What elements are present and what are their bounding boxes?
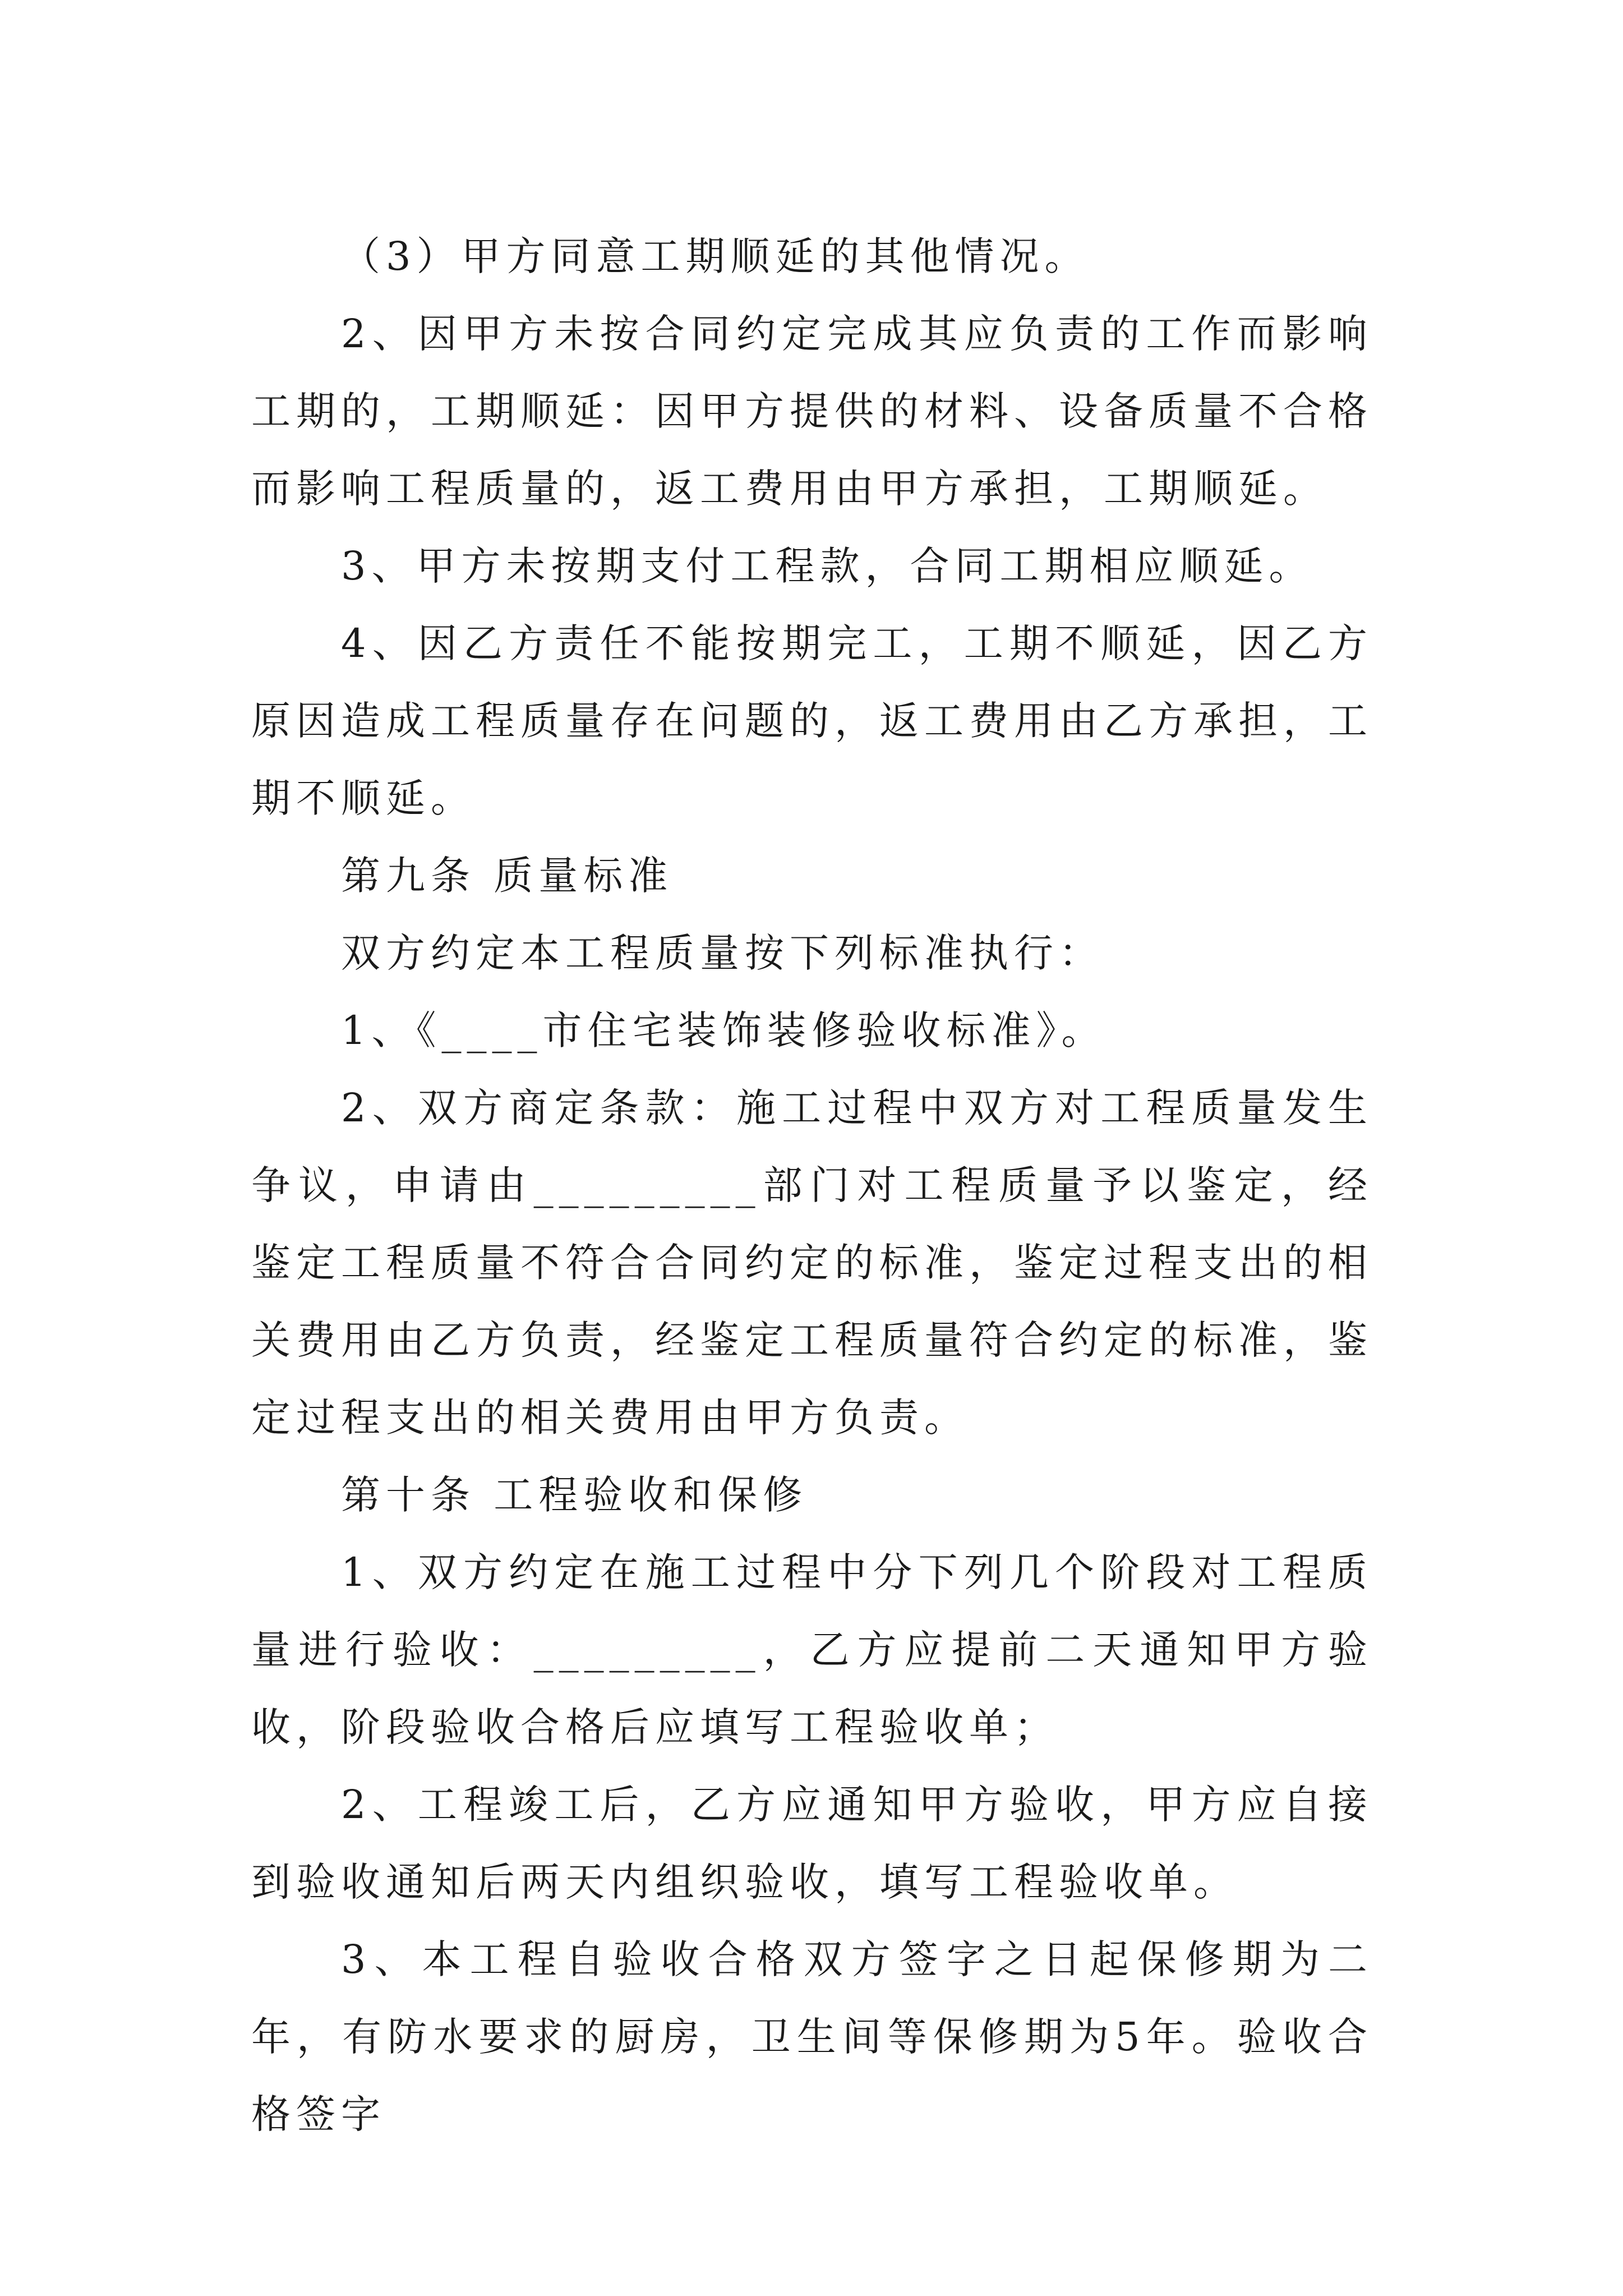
paragraph-acceptance-3-warranty: 3、本工程自验收合格双方签字之日起保修期为二年，有防水要求的厨房，卫生间等保修期为5年。验收合格签字 xyxy=(251,1936,1373,2137)
section-heading-article-9: 第九条 质量标准 xyxy=(341,853,674,899)
paragraph-acceptance-1-stages: 1、双方约定在施工过程中分下列几个阶段对工程质量进行验收：_________，乙方应提前二天通知甲方验收，阶段验收合格后应填写工程验收单； xyxy=(251,1549,1373,1750)
paragraph-standard-1: 1、《____市住宅装饰装修验收标准》。 xyxy=(341,1007,1106,1053)
section-heading-article-10: 第十条 工程验收和保修 xyxy=(341,1472,808,1518)
paragraph-quality-standard-intro: 双方约定本工程质量按下列标准执行： xyxy=(341,930,1104,976)
document-body xyxy=(251,218,1373,2153)
paragraph-acceptance-2-completion: 2、工程竣工后，乙方应通知甲方验收，甲方应自接到验收通知后两天内组织验收，填写工程验收单。 xyxy=(251,1782,1373,1905)
paragraph-item-3-payment-delay: 3、甲方未按期支付工程款，合同工期相应顺延。 xyxy=(341,543,1314,589)
paragraph-clause-3-other-delay: （3）甲方同意工期顺延的其他情况。 xyxy=(341,233,1090,279)
paragraph-standard-2-dispute: 2、双方商定条款：施工过程中双方对工程质量发生争议，申请由_________部门对工程质量予以鉴定，经鉴定工程质量不符合合同约定的标准，鉴定过程支出的相关费用由乙方负责，经鉴定工程质量符合约定的标准，鉴定过程支出的相关费用由甲方负责。 xyxy=(251,1085,1373,1441)
paragraph-item-4-party-b-responsibility: 4、因乙方责任不能按期完工，工期不顺延，因乙方原因造成工程质量存在问题的，返工费用由乙方承担，工期不顺延。 xyxy=(251,620,1373,821)
paragraph-item-2-party-a-delay: 2、因甲方未按合同约定完成其应负责的工作而影响工期的，工期顺延：因甲方提供的材料、设备质量不合格而影响工程质量的，返工费用由甲方承担，工期顺延。 xyxy=(251,311,1373,512)
